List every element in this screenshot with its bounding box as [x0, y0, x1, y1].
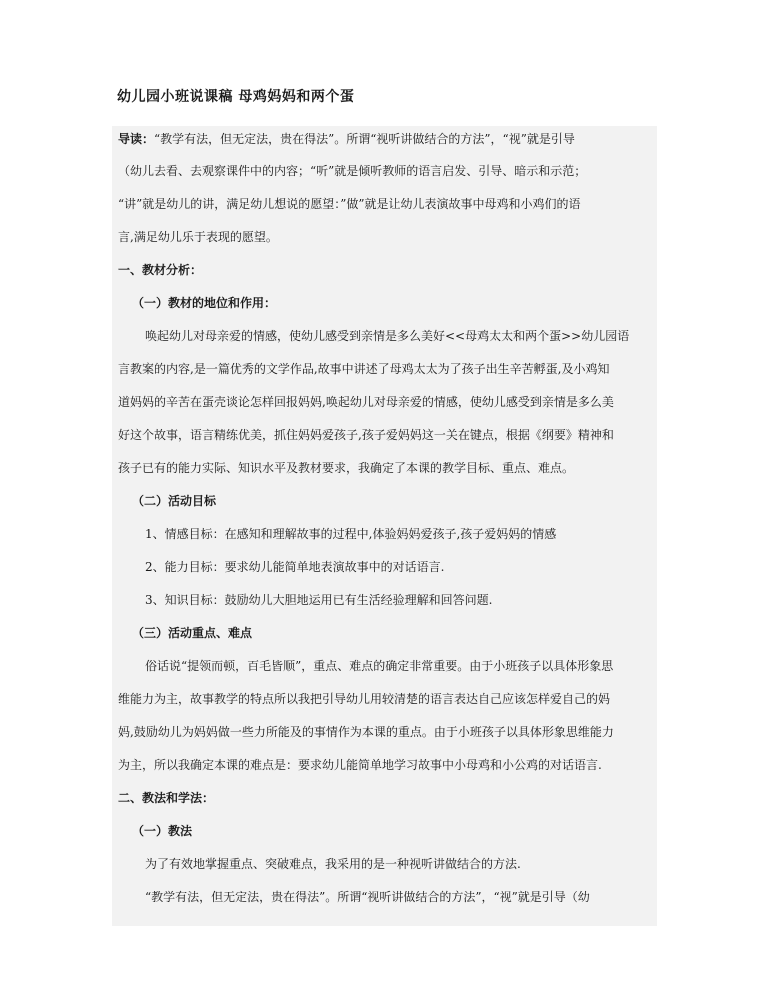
document-title: 幼儿园小班说课稿 母鸡妈妈和两个蛋	[117, 89, 355, 105]
section-heading: 一、教材分析：	[118, 263, 203, 277]
paragraph-line: 为了有效地掌握重点、突破难点，我采用的是一种视听讲做结合的方法.	[145, 857, 521, 871]
subsection-heading: （一）教材的地位和作用：	[132, 296, 277, 310]
intro-lead-label: 导读：	[118, 132, 155, 146]
paragraph-line: “讲”就是幼儿的讲，满足幼儿想说的愿望：”做”就是让幼儿表演故事中母鸡和小鸡们的语	[118, 197, 581, 211]
paragraph-line: 俗话说“提领而顿，百毛皆顺”，重点、难点的确定非常重要。由于小班孩子以具体形象思	[145, 659, 614, 673]
paragraph-line: 好这个故事，语言精练优美，抓住妈妈爱孩子,孩子爱妈妈这一关在键点，根据《纲要》精神和	[118, 428, 614, 442]
list-item: 1、情感目标：在感知和理解故事的过程中,体验妈妈爱孩子,孩子爱妈妈的情感	[145, 527, 557, 541]
paragraph-line: （幼儿去看、去观察课件中的内容；“听”就是倾听教师的语言启发、引导、暗示和示范；	[118, 164, 587, 178]
paragraph-line: 孩子已有的能力实际、知识水平及教材要求，我确定了本课的教学目标、重点、难点。	[118, 461, 575, 475]
intro-line	[118, 131, 575, 147]
section-heading: 二、教法和学法：	[118, 791, 215, 805]
paragraph-line: 言教案的内容,是一篇优秀的文学作品,故事中讲述了母鸡太太为了孩子出生辛苦孵蛋,及小鸡知	[118, 362, 610, 376]
document-body	[112, 126, 657, 926]
subsection-heading: （一）教法	[132, 824, 193, 838]
subsection-heading: （三）活动重点、难点	[132, 626, 253, 640]
paragraph-line: 道妈妈的辛苦在蛋壳谈论怎样回报妈妈,唤起幼儿对母亲爱的情感，使幼儿感受到亲情是多么美	[118, 395, 614, 409]
paragraph-text: “教学有法，但无定法，贵在得法”。所谓“视听讲做结合的方法”，“视”就是引导	[154, 132, 575, 146]
paragraph-line: 维能力为主，故事教学的特点所以我把引导幼儿用较清楚的语言表达自己应该怎样爱自己的妈	[118, 692, 611, 706]
paragraph-line: 言,满足幼儿乐于表现的愿望。	[118, 230, 278, 244]
list-item: 2、能力目标：要求幼儿能简单地表演故事中的对话语言.	[145, 560, 445, 574]
paragraph-line: 妈,鼓励幼儿为妈妈做一些力所能及的事情作为本课的重点。由于小班孩子以具体形象思维能力	[118, 725, 614, 739]
paragraph-line: 唤起幼儿对母亲爱的情感，使幼儿感受到亲情是多么美好<<母鸡太太和两个蛋>>幼儿园语	[145, 329, 630, 343]
paragraph-line: “教学有法，但无定法，贵在得法”。所谓“视听讲做结合的方法”，“视”就是引导（幼	[145, 890, 590, 904]
list-item: 3、知识目标：鼓励幼儿大胆地运用已有生活经验理解和回答问题.	[145, 593, 493, 607]
subsection-heading: （二）活动目标	[132, 494, 217, 508]
paragraph-line: 为主，所以我确定本课的难点是：要求幼儿能简单地学习故事中小母鸡和小公鸡的对话语言.	[118, 758, 602, 772]
